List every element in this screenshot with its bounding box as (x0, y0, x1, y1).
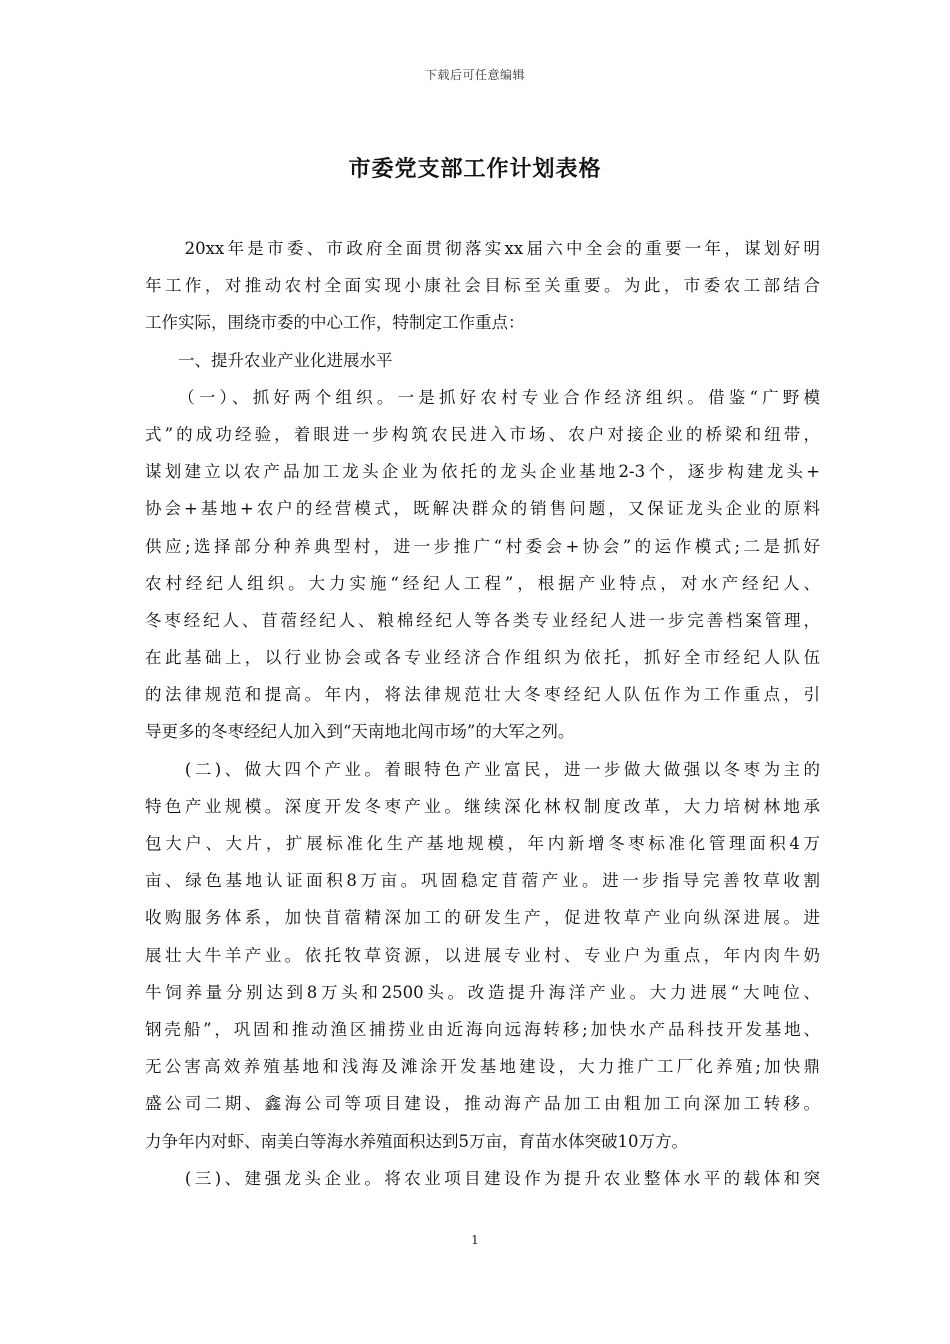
text-line: 农村经纪人组织。大力实施“经纪人工程”，根据产业特点，对水产经纪人、 (145, 573, 820, 593)
text-line: (二)、做大四个产业。着眼特色产业富民，进一步做大做强以冬枣为主的 (145, 759, 820, 779)
text-line: 亩、绿色基地认证面积8万亩。巩固稳定苜蓿产业。进一步指导完善牧草收割 (145, 871, 820, 891)
text-line: 供应;选择部分种养典型村，进一步推广“村委会+协会”的运作模式;二是抓好 (145, 536, 820, 556)
text-line: 特色产业规模。深度开发冬枣产业。继续深化林权制度改革，大力培树林地承 (145, 796, 820, 816)
document-title: 市委党支部工作计划表格 (348, 156, 602, 182)
text-line: 工作实际，围绕市委的中心工作，特制定工作重点： (145, 313, 525, 333)
text-line: 包大户、大片，扩展标准化生产基地规模，年内新增冬枣标准化管理面积4万 (145, 834, 820, 853)
page-number: 1 (471, 1233, 479, 1247)
text-line: 冬枣经纪人、苜蓿经纪人、粮棉经纪人等各类专业经纪人进一步完善档案管理， (145, 610, 820, 630)
text-line: 在此基础上，以行业协会或各专业经济合作组织为依托，抓好全市经纪人队伍 (145, 648, 820, 668)
text-line: 导更多的冬枣经纪人加入到“天南地北闯市场”的大军之列。 (145, 722, 575, 742)
text-line: 力争年内对虾、南美白等海水养殖面积达到5万亩，育苗水体突破10万方。 (145, 1131, 688, 1151)
text-line: 谋划建立以农产品加工龙头企业为依托的龙头企业基地2-3个，逐步构建龙头+ (145, 462, 820, 482)
text-line: 一、提升农业产业化进展水平 (145, 350, 393, 370)
text-line: 展壮大牛羊产业。依托牧草资源，以进展专业村、专业户为重点，年内肉牛奶 (145, 945, 820, 965)
text-line: 无公害高效养殖基地和浅海及滩涂开发基地建设，大力推广工厂化养殖;加快鼎 (145, 1057, 820, 1077)
text-line: 式”的成功经验，着眼进一步构筑农民进入市场、农户对接企业的桥梁和纽带， (145, 424, 820, 444)
text-line: 20xx年是市委、市政府全面贯彻落实xx届六中全会的重要一年，谋划好明 (145, 239, 820, 258)
text-line: 牛饲养量分别达到8万头和2500头。改造提升海洋产业。大力进展“大吨位、 (145, 982, 820, 1002)
text-line: 钢壳船”，巩固和推动渔区捕捞业由近海向远海转移;加快水产品科技开发基地、 (145, 1019, 820, 1039)
text-line: 协会+基地+农户的经营模式，既解决群众的销售问题，又保证龙头企业的原料 (145, 499, 820, 519)
text-line: 的法律规范和提高。年内，将法律规范壮大冬枣经纪人队伍作为工作重点，引 (145, 685, 820, 705)
text-line: 年工作，对推动农村全面实现小康社会目标至关重要。为此，市委农工部结合 (145, 276, 820, 296)
text-line: (三)、建强龙头企业。将农业项目建设作为提升农业整体水平的载体和突 (145, 1168, 820, 1188)
text-line: （一）、抓好两个组织。一是抓好农村专业合作经济组织。借鉴“广野模 (145, 387, 820, 407)
document-body (145, 230, 820, 1197)
page-header: 下载后可任意编辑 (424, 68, 525, 82)
text-line: 盛公司二期、鑫海公司等项目建设，推动海产品加工由粗加工向深加工转移。 (145, 1094, 820, 1114)
text-line: 收购服务体系，加快苜蓿精深加工的研发生产，促进牧草产业向纵深进展。进 (145, 908, 820, 928)
